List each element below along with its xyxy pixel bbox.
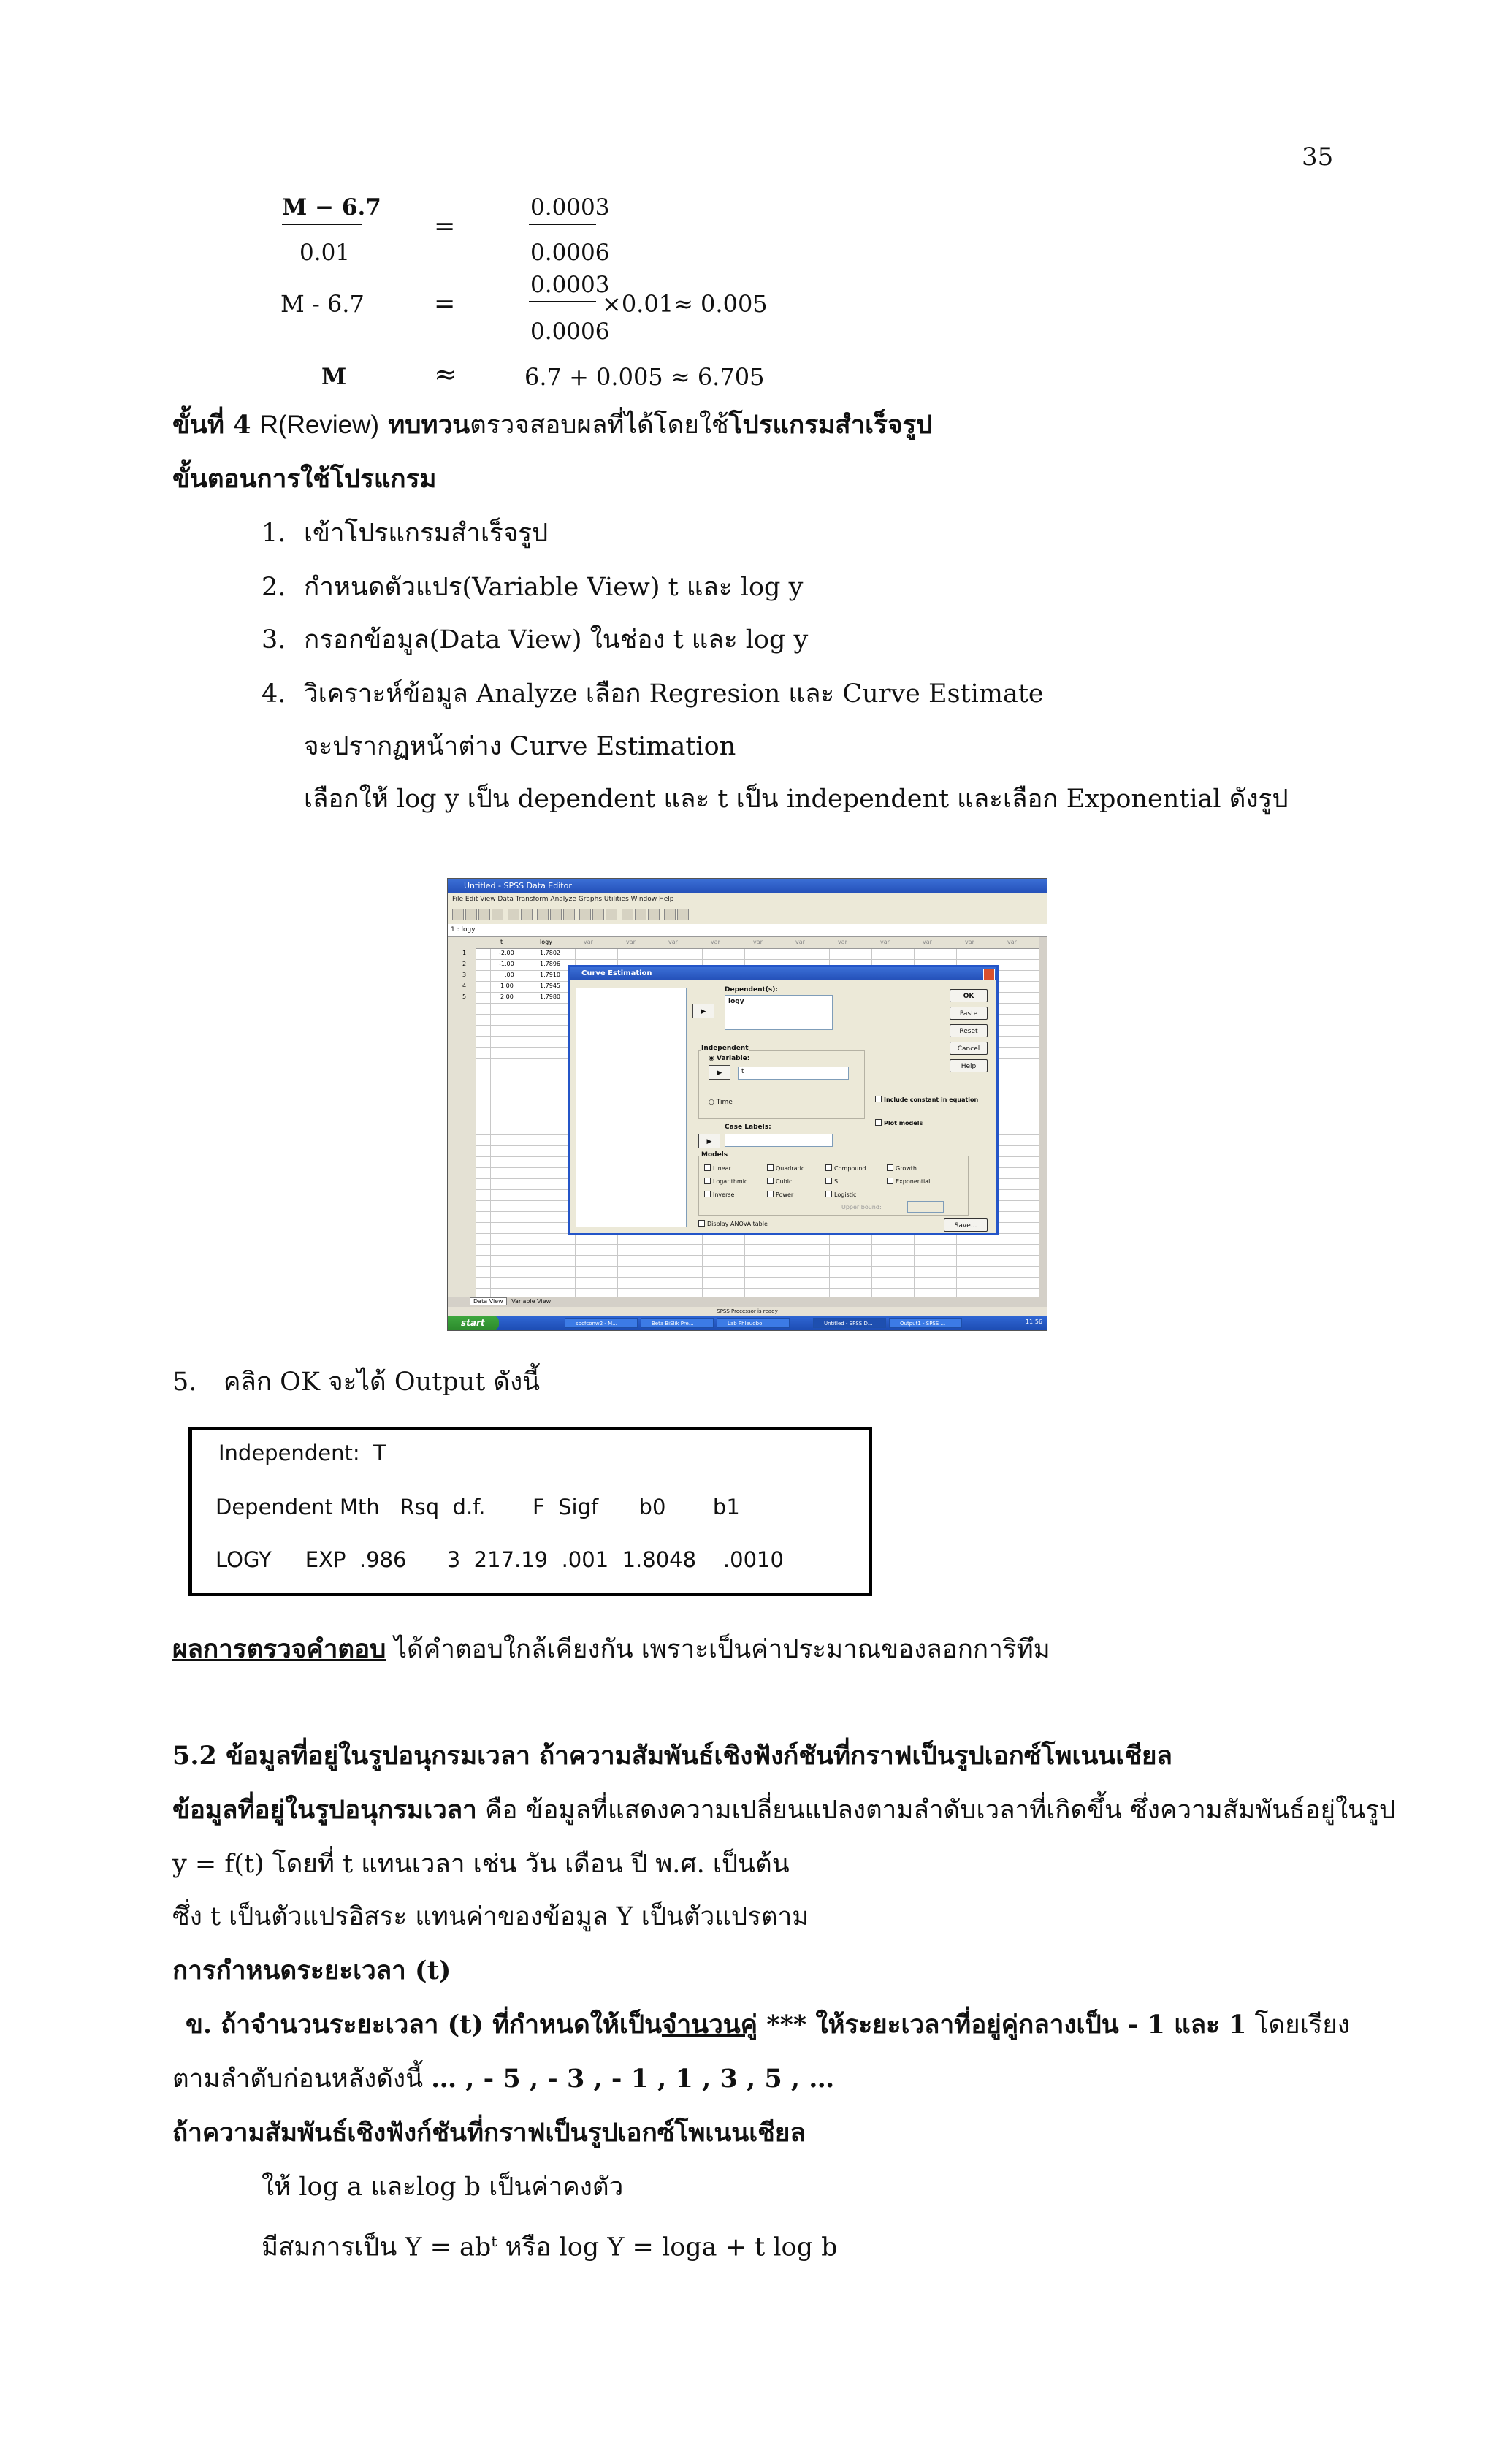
cell-logy[interactable]: 1.7896 <box>540 961 560 967</box>
eq1-rhs-numerator: 0.0003 <box>530 194 610 221</box>
exponential-heading: ถ้าความสัมพันธ์เชิงฟังก์ชันที่กราฟเป็นรูปเอกซ์โพเนนเชียล <box>172 2118 806 2148</box>
variable-value: t <box>741 1068 744 1075</box>
model-exponential-checkbox[interactable]: Exponential <box>887 1178 930 1185</box>
select-cases-icon[interactable] <box>648 909 660 920</box>
definition-line-2: y = f(t) โดยที่ t แทนเวลา เช่น วัน เดือน ปี พ.ศ. เป็นต้น <box>172 1850 790 1879</box>
move-to-dependent-button[interactable]: ▶ <box>692 1004 714 1018</box>
review-step-heading: ขั้นที่ 4 R(Review) ทบทวนตรวจสอบผลที่ได้โดยใช้โปรแกรมสำเร็จรูป <box>172 410 933 440</box>
variable-field[interactable] <box>738 1067 849 1080</box>
reset-button[interactable]: Reset <box>950 1024 988 1037</box>
model-logarithmic-checkbox[interactable]: Logarithmic <box>704 1178 747 1185</box>
eq2-lhs: M - 6.7 <box>280 290 365 318</box>
taskbar-item[interactable]: Beta BiSlik Pre... <box>641 1318 714 1328</box>
find-icon[interactable] <box>579 909 591 920</box>
taskbar <box>448 1316 1047 1330</box>
plot-models-checkbox[interactable]: Plot models <box>875 1119 923 1126</box>
open-icon[interactable] <box>452 909 464 920</box>
move-to-case-labels-button[interactable]: ▶ <box>698 1134 720 1148</box>
taskbar-item[interactable]: Lab Phleudbo <box>717 1318 790 1328</box>
dependent-list[interactable] <box>725 995 833 1030</box>
output-line-3: LOGY EXP .986 3 217.19 .001 1.8048 .0010 <box>215 1547 784 1572</box>
row-number[interactable]: 5 <box>462 993 467 1000</box>
start-button[interactable]: start <box>448 1316 499 1330</box>
eq1-lhs-fraction-bar <box>282 224 362 225</box>
model-s-checkbox[interactable]: S <box>825 1178 838 1185</box>
spss-menubar[interactable]: File Edit View Data Transform Analyze Graphs Utilities Window Help <box>452 896 674 903</box>
dependent-item-logy[interactable]: logy <box>728 998 744 1005</box>
print-icon[interactable] <box>478 909 490 920</box>
save-icon[interactable] <box>465 909 477 920</box>
column-header-var[interactable]: var <box>626 939 636 945</box>
spss-toolbar <box>448 905 1047 925</box>
step-4-line-2: จะปรากฏหน้าต่าง Curve Estimation <box>304 732 736 761</box>
cancel-button[interactable]: Cancel <box>950 1042 988 1055</box>
time-period-heading: การกำหนดระยะเวลา (t) <box>172 1956 451 1986</box>
column-header-var[interactable]: var <box>668 939 678 945</box>
column-header-var[interactable]: var <box>923 939 932 945</box>
cell-t[interactable]: 2.00 <box>500 993 514 1000</box>
cell-logy[interactable]: 1.7945 <box>540 983 560 989</box>
eq3-approx: ≈ <box>434 358 457 390</box>
step-5-text: คลิก OK จะได้ Output ดังนี้ <box>224 1368 541 1397</box>
taskbar-item[interactable]: spcfconw2 - M... <box>565 1318 638 1328</box>
ok-button[interactable]: OK <box>950 989 988 1002</box>
time-radio[interactable]: ○ Time <box>709 1099 733 1106</box>
step-5-num: 5. <box>172 1368 197 1397</box>
eq3-rhs: 6.7 + 0.005 ≈ 6.705 <box>524 363 765 391</box>
cell-t[interactable]: 1.00 <box>500 983 514 989</box>
eq1-lhs-numerator: M − 6.7 <box>282 194 381 221</box>
column-header-var[interactable]: var <box>838 939 847 945</box>
eq1-rhs-denominator: 0.0006 <box>530 240 610 266</box>
tab-variable-view[interactable]: Variable View <box>511 1298 552 1305</box>
close-icon[interactable] <box>983 969 995 980</box>
upper-bound-label: Upper bound: <box>842 1204 882 1210</box>
cell-reference[interactable]: 1 : logy <box>448 924 1047 937</box>
cell-t[interactable]: -2.00 <box>499 950 514 956</box>
output-line-2: Dependent Mth Rsq d.f. F Sigf b0 b1 <box>215 1495 740 1519</box>
output-box <box>188 1427 872 1596</box>
row-number[interactable]: 1 <box>462 950 467 956</box>
column-header-var[interactable]: var <box>584 939 593 945</box>
procedure-heading: ขั้นตอนการใช้โปรแกรม <box>172 464 437 494</box>
step-3-text: กรอกข้อมูล(Data View) ในช่อง t และ log y <box>304 625 809 655</box>
column-header-var[interactable]: var <box>965 939 974 945</box>
spss-screenshot <box>447 878 1047 1331</box>
move-to-variable-button[interactable]: ▶ <box>709 1065 730 1080</box>
cell-t[interactable]: .00 <box>505 972 514 978</box>
redo-icon[interactable] <box>521 909 533 920</box>
step-3-num: 3. <box>262 625 286 655</box>
spss-window-title: Untitled - SPSS Data Editor <box>448 879 1047 893</box>
eq1-rhs-fraction-bar <box>529 224 596 225</box>
value-labels-icon[interactable] <box>664 909 676 920</box>
insert-case-icon[interactable] <box>592 909 604 920</box>
item-b-line-1: ข. ถ้าจำนวนระยะเวลา (t) ที่กำหนดให้เป็นจำนวนคู่ *** ให้ระยะเวลาที่อยู่คู่กลางเป็น - 1 และ 1 โดยเรียง <box>186 2010 1350 2040</box>
dialog-recall-icon[interactable] <box>492 909 503 920</box>
cell-logy[interactable]: 1.7910 <box>540 972 560 978</box>
model-quadratic-checkbox[interactable]: Quadratic <box>767 1164 804 1172</box>
page-number: 35 <box>1302 142 1334 172</box>
tab-data-view[interactable]: Data View <box>470 1297 507 1305</box>
column-header-var[interactable]: var <box>795 939 805 945</box>
model-power-checkbox[interactable]: Power <box>767 1191 793 1198</box>
definition-line-3: ซึ่ง t เป็นตัวแปรอิสระ แทนค่าของข้อมูล Y เป็นตัวแปรตาม <box>172 1902 809 1931</box>
step-2-num: 2. <box>262 573 286 602</box>
cell-t[interactable]: -1.00 <box>499 961 514 967</box>
curve-estimation-dialog <box>568 965 999 1235</box>
column-header-logy[interactable]: logy <box>540 939 552 945</box>
cell-logy[interactable]: 1.7980 <box>540 993 560 1000</box>
eq2-tail: ×0.01≈ 0.005 <box>602 290 768 318</box>
step-1-text: เข้าโปรแกรมสำเร็จรูป <box>304 519 549 548</box>
eq3-lhs: M <box>321 364 347 390</box>
model-linear-checkbox[interactable]: Linear <box>704 1164 731 1172</box>
taskbar-clock: 11:56 <box>1025 1319 1042 1325</box>
use-sets-icon[interactable] <box>677 909 689 920</box>
cell-logy[interactable]: 1.7802 <box>540 950 560 956</box>
display-anova-checkbox[interactable]: Display ANOVA table <box>698 1220 768 1227</box>
eq2-numerator: 0.0003 <box>530 272 610 298</box>
step-4-text: วิเคราะห์ข้อมูล Analyze เลือก Regresion และ Curve Estimate <box>304 679 1044 709</box>
item-b-line-2: ตามลำดับก่อนหลังดังนี้ … , - 5 , - 3 , - 1 , 1 , 3 , 5 , … <box>172 2064 835 2094</box>
models-label: Models <box>701 1151 728 1159</box>
eq1-lhs-denominator: 0.01 <box>299 240 351 266</box>
eq2-denominator: 0.0006 <box>530 319 610 345</box>
constants-line: ให้ log a และlog b เป็นค่าคงตัว <box>262 2173 624 2202</box>
insert-variable-icon[interactable] <box>606 909 617 920</box>
variable-radio[interactable]: ◉ Variable: <box>709 1055 750 1062</box>
column-header-var[interactable]: var <box>711 939 720 945</box>
column-header-t[interactable]: t <box>500 939 503 945</box>
case-labels-label: Case Labels: <box>725 1124 771 1131</box>
vertical-scrollbar[interactable] <box>1039 937 1047 1297</box>
independent-label: Independent <box>701 1045 749 1052</box>
include-constant-checkbox[interactable]: Include constant in equation <box>875 1096 978 1103</box>
variable-source-list[interactable] <box>576 988 687 1227</box>
paste-button[interactable]: Paste <box>950 1007 988 1020</box>
upper-bound-field[interactable] <box>907 1201 944 1213</box>
variables-icon[interactable] <box>563 909 575 920</box>
status-bar: SPSS Processor is ready <box>448 1307 1047 1316</box>
column-header-var[interactable]: var <box>880 939 890 945</box>
dependent-label: Dependent(s): <box>725 986 778 993</box>
step-1-num: 1. <box>262 519 286 548</box>
row-number[interactable]: 2 <box>462 961 467 967</box>
eq2-fraction-bar <box>529 301 596 302</box>
weight-cases-icon[interactable] <box>635 909 646 920</box>
row-numbers <box>448 948 476 1297</box>
help-button[interactable]: Help <box>950 1059 988 1072</box>
eq1-equals: = <box>434 212 456 241</box>
dialog-title: Curve Estimation <box>570 967 996 980</box>
section-5-2-heading: 5.2 ข้อมูลที่อยู่ในรูปอนุกรมเวลา ถ้าความสัมพันธ์เชิงฟังก์ชันที่กราฟเป็นรูปเอกซ์โพเนนเชียล <box>172 1741 1172 1771</box>
undo-icon[interactable] <box>508 909 519 920</box>
column-header-var[interactable]: var <box>753 939 763 945</box>
model-growth-checkbox[interactable]: Growth <box>887 1164 917 1172</box>
eq2-equals: = <box>434 289 456 319</box>
step-2-text: กำหนดตัวแปร(Variable View) t และ log y <box>304 573 804 602</box>
model-inverse-checkbox[interactable]: Inverse <box>704 1191 734 1198</box>
step-4-num: 4. <box>262 679 286 709</box>
grid-column-headers <box>448 937 1041 949</box>
goto-case-icon[interactable] <box>550 909 562 920</box>
taskbar-item[interactable]: Untitled - SPSS D... <box>813 1318 886 1328</box>
case-labels-field[interactable] <box>725 1134 833 1147</box>
check-result: ผลการตรวจคำตอบ ได้คำตอบใกล้เคียงกัน เพราะเป็นค่าประมาณของลอกการิทึม <box>172 1634 1050 1664</box>
model-compound-checkbox[interactable]: Compound <box>825 1164 866 1172</box>
output-line-1: Independent: T <box>218 1441 386 1465</box>
column-header-var[interactable]: var <box>1007 939 1017 945</box>
definition-line-1: ข้อมูลที่อยู่ในรูปอนุกรมเวลา คือ ข้อมูลที่แสดงความเปลี่ยนแปลงตามลำดับเวลาที่เกิดขึ้น ซึ่งความสัมพันธ์อยู่ในรูป <box>172 1795 1396 1825</box>
split-file-icon[interactable] <box>622 909 633 920</box>
view-tabs <box>448 1297 1047 1307</box>
exponential-equation: มีสมการเป็น $Y = ab^t$ หรือ log Y = loga + t log b <box>262 2232 838 2262</box>
save-button[interactable]: Save... <box>944 1218 988 1232</box>
goto-chart-icon[interactable] <box>537 909 549 920</box>
model-cubic-checkbox[interactable]: Cubic <box>767 1178 792 1185</box>
row-number[interactable]: 3 <box>462 972 467 978</box>
step-4-line-3: เลือกให้ log y เป็น dependent และ t เป็น independent และเลือก Exponential ดังรูป <box>304 785 1289 814</box>
row-number[interactable]: 4 <box>462 983 467 989</box>
model-logistic-checkbox[interactable]: Logistic <box>825 1191 856 1198</box>
taskbar-item[interactable]: Output1 - SPSS ... <box>889 1318 962 1328</box>
